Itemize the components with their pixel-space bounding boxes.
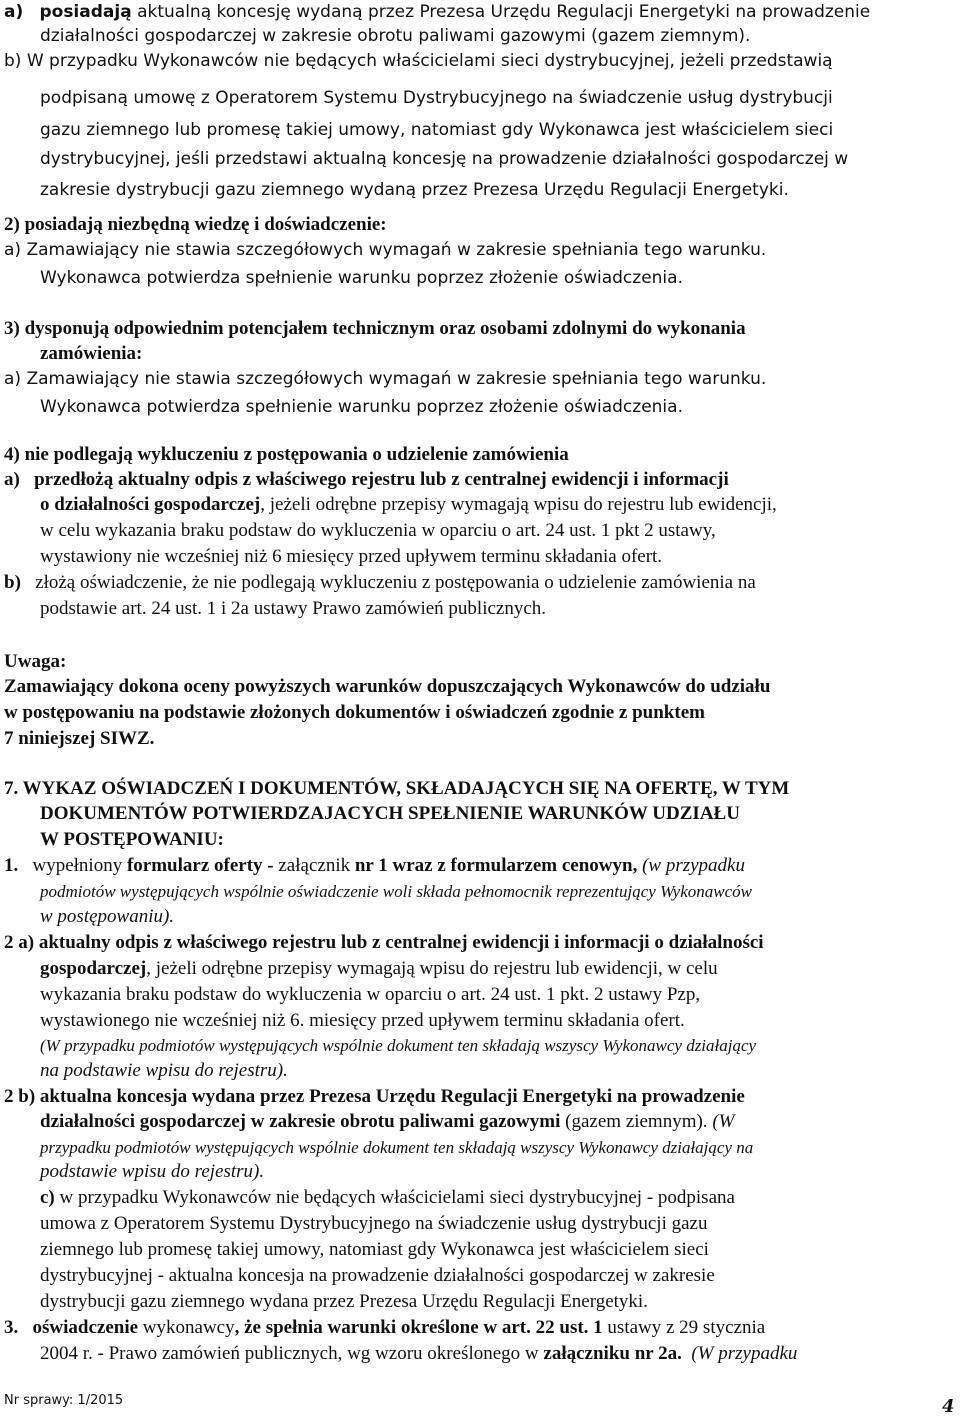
text-line: wystawiony nie wcześniej niż 6 miesięcy przed upływem terminu składania ofert.: [40, 546, 663, 567]
text-line: dystrybucyjnej - aktualna koncesja na prowadzenie działalności gospodarczej w zakresie: [40, 1265, 715, 1286]
text-line: działalności gospodarczej w zakresie obrotu paliwami gazowymi (gazem ziemnym). (W: [40, 1111, 735, 1132]
text-line: zakresie dystrybucji gazu ziemnego wydaną przez Prezesa Urzędu Regulacji Energetyki.: [40, 180, 789, 200]
section-heading: zamówienia:: [40, 343, 143, 364]
text-line: 3. oświadczenie wykonawcy, że spełnia warunki określone w art. 22 ust. 1 ustawy z 29 stycznia: [4, 1317, 766, 1338]
text-line: wystawionego nie wcześniej niż 6. miesięcy przed upływem terminu składania ofert.: [40, 1010, 685, 1031]
text-line: 2 a) aktualny odpis z właściwego rejestru lub z centralnej ewidencji i informacji o działalności: [4, 932, 764, 953]
section-heading: W POSTĘPOWANIU:: [40, 829, 224, 850]
text-line: a) Zamawiający nie stawia szczegółowych wymagań w zakresie spełniania tego warunku.: [4, 240, 767, 260]
text-line: Zamawiający dokona oceny powyższych warunków dopuszczających Wykonawców do udziału: [4, 676, 771, 697]
section-heading: 2) posiadają niezbędną wiedzę i doświadczenie:: [4, 214, 387, 235]
note-label: Uwaga:: [4, 651, 67, 672]
text-line: Wykonawca potwierdza spełnienie warunku poprzez złożenie oświadczenia.: [40, 397, 683, 417]
text-line: w postępowaniu).: [40, 906, 175, 927]
text-line: 2004 r. - Prawo zamówień publicznych, wg wzoru określonego w załączniku nr 2a. (W przypadku: [40, 1343, 798, 1364]
text-line: 1. wypełniony formularz oferty - załącznik nr 1 wraz z formularzem cenowyn, (w przypadku: [4, 855, 745, 876]
footer-doc-number: Nr sprawy: 1/2015: [4, 1393, 124, 1408]
section-heading: 4) nie podlegają wykluczeniu z postępowania o udzielenie zamówienia: [4, 444, 569, 465]
text-line: dystrybucyjnej, jeśli przedstawi aktualną koncesję na prowadzenie działalności gospodarczej w: [40, 149, 849, 169]
text-line: podstawie art. 24 ust. 1 i 2a ustawy Prawo zamówień publicznych.: [40, 598, 547, 619]
section-heading: 3) dysponują odpowiednim potencjałem technicznym oraz osobami zdolnymi do wykonania: [4, 318, 746, 339]
text-line: (W przypadku podmiotów występujących wspólnie dokument ten składają wszyscy Wykonawcy działający: [40, 1036, 757, 1055]
text-line: wykazania braku podstaw do wykluczenia w oparciu o art. 24 ust. 1 pkt. 2 ustawy Pzp,: [40, 984, 701, 1005]
text-line: podpisaną umowę z Operatorem Systemu Dystrybucyjnego na świadczenie usług dystrybucji: [40, 88, 833, 108]
page-number: 4: [942, 1396, 955, 1417]
text-line: a) posiadają aktualną koncesję wydaną przez Prezesa Urzędu Regulacji Energetyki na prowadzenie: [4, 2, 871, 22]
section-heading: DOKUMENTÓW POTWIERDZAJACYCH SPEŁNIENIE WARUNKÓW UDZIAŁU: [40, 803, 740, 824]
section-heading: 7. WYKAZ OŚWIADCZEŃ I DOKUMENTÓW, SKŁADAJĄCYCH SIĘ NA OFERTĘ, W TYM: [4, 778, 790, 799]
text-line: w postępowaniu na podstawie złożonych dokumentów i oświadczeń zgodnie z punktem: [4, 702, 705, 723]
text-line: 7 niniejszej SIWZ.: [4, 728, 155, 749]
text-line: a) przedłożą aktualny odpis z właściwego rejestru lub z centralnej ewidencji i informacji: [4, 469, 729, 490]
text-line: przypadku podmiotów występujących wspólnie dokument ten składają wszyscy Wykonawcy działający na: [40, 1138, 754, 1157]
text-line: dystrybucji gazu ziemnego wydana przez Prezesa Urzędu Regulacji Energetyki.: [40, 1291, 648, 1312]
text-line: działalności gospodarczej w zakresie obrotu paliwami gazowymi (gazem ziemnym).: [40, 26, 751, 46]
text-line: b) złożą oświadczenie, że nie podlegają wykluczeniu z postępowania o udzielenie zamówienia na: [4, 572, 756, 593]
text-line: umowa z Operatorem Systemu Dystrybucyjnego na świadczenie usług dystrybucji gazu: [40, 1213, 708, 1234]
text-line: podstawie wpisu do rejestru).: [40, 1161, 265, 1182]
text-line: b) W przypadku Wykonawców nie będących właścicielami sieci dystrybucyjnej, jeżeli przedstawią: [4, 51, 833, 71]
text-line: a) Zamawiający nie stawia szczegółowych wymagań w zakresie spełniania tego warunku.: [4, 369, 767, 389]
text-line: na podstawie wpisu do rejestru).: [40, 1060, 288, 1081]
text-line: ziemnego lub promesę takiej umowy, natomiast gdy Wykonawca jest właścicielem sieci: [40, 1239, 709, 1260]
text-line: c) w przypadku Wykonawców nie będących właścicielami sieci dystrybucyjnej - podpisana: [40, 1187, 735, 1208]
text-line: 2 b) aktualna koncesja wydana przez Prezesa Urzędu Regulacji Energetyki na prowadzenie: [4, 1086, 745, 1107]
text-line: o działalności gospodarczej, jeżeli odrębne przepisy wymagają wpisu do rejestru lub ewidencji,: [40, 494, 777, 515]
text-line: w celu wykazania braku podstaw do wykluczenia w oparciu o art. 24 ust. 1 pkt 2 ustawy,: [40, 520, 716, 541]
text-line: gazu ziemnego lub promesę takiej umowy, natomiast gdy Wykonawca jest właścicielem sieci: [40, 120, 834, 140]
text-line: podmiotów występujących wspólnie oświadczenie woli składa pełnomocnik reprezentujący Wykonawców: [40, 882, 752, 901]
text-line: Wykonawca potwierdza spełnienie warunku poprzez złożenie oświadczenia.: [40, 268, 683, 288]
text-line: gospodarczej, jeżeli odrębne przepisy wymagają wpisu do rejestru lub ewidencji, w celu: [40, 958, 718, 979]
